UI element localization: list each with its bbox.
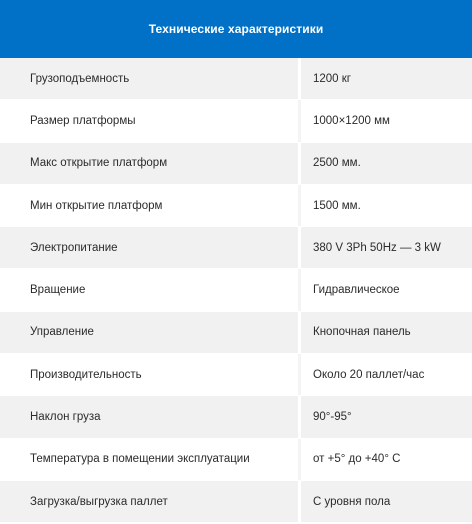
- table-row: [0, 100, 472, 142]
- spec-value: 2500 мм.: [313, 157, 361, 170]
- table-body: [0, 58, 472, 524]
- table-row: [0, 312, 472, 354]
- spec-value: Гидравлическое: [313, 284, 400, 297]
- spec-name: Мин открытие платформ: [0, 185, 301, 226]
- spec-value: 1500 мм.: [313, 199, 361, 212]
- spec-name: Макс открытие платформ: [0, 143, 301, 184]
- table-row: [0, 58, 472, 100]
- spec-value: Кнопочная панель: [313, 326, 411, 339]
- spec-name: Электропитание: [0, 227, 301, 268]
- spec-value: 380 V 3Ph 50Hz — 3 kW: [313, 241, 441, 254]
- spec-value: 90°-95°: [313, 411, 352, 424]
- table-row: [0, 143, 472, 185]
- table-row: [0, 227, 472, 269]
- spec-name: Размер платформы: [0, 100, 301, 141]
- table-row: [0, 354, 472, 396]
- spec-value: 1200 кг: [313, 72, 352, 85]
- spec-name: Загрузка/выгрузка паллет: [0, 481, 301, 522]
- spec-name: Вращение: [0, 269, 301, 310]
- spec-name: Наклон груза: [0, 396, 301, 437]
- table-row: [0, 439, 472, 481]
- table-header-title: Технические характеристики: [0, 0, 472, 58]
- table-row: [0, 396, 472, 438]
- spec-value: С уровня пола: [313, 495, 391, 508]
- spec-name: Грузоподъемность: [0, 58, 301, 99]
- spec-name: Температура в помещении эксплуатации: [0, 439, 301, 480]
- spec-value: Около 20 паллет/час: [313, 368, 425, 381]
- table-row: [0, 269, 472, 311]
- spec-name: Производительность: [0, 354, 301, 395]
- table-row: [0, 185, 472, 227]
- spec-name: Управление: [0, 312, 301, 353]
- table-row: [0, 481, 472, 523]
- spec-value: 1000×1200 мм: [313, 114, 390, 127]
- spec-value: от +5° до +40° С: [313, 453, 401, 466]
